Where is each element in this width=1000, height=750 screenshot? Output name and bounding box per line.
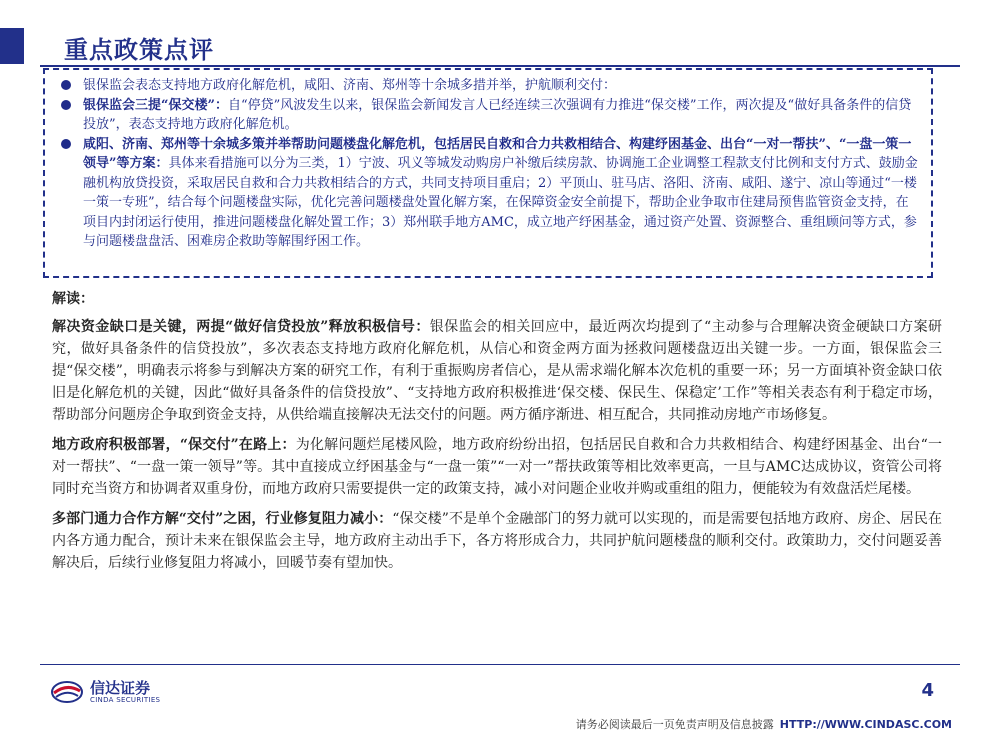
- analysis-section: [52, 288, 942, 582]
- summary-item-text: 具体来看措施可以分为三类，1）宁波、巩义等城发动购房户补缴后续房款、协调施工企业调整工程款支付比例和支付方式、鼓励金融机构放贷投资，采取居民自救和合力共救相结合的方式，共同支持项目重启；2）平顶山、驻马店、洛阳、济南、咸阳、遂宁、凉山等通过“一楼一策一专班”，结合每个问题楼盘实际，优化完善问题楼盘处置化解方案，在保障资金安全前提下，帮助企业争取市住建局预售监管资金支持，在项目内封闭运行使用，推进问题楼盘化解处置工作；3）郑州联手地方AMC，成立地产纾困基金，通过资产处置、资源整合、重组顾问等方式，参与问题楼盘盘活、困难房企救助等解围纾困工作。: [83, 156, 918, 249]
- logo-subtitle: CINDA SECURITIES: [90, 695, 161, 704]
- policy-summary-box: [43, 68, 933, 278]
- bullet-icon: [61, 139, 71, 149]
- title-accent-block: [0, 28, 24, 64]
- page-number: 4: [921, 680, 934, 701]
- page-title: 重点政策点评: [64, 36, 214, 64]
- website-link[interactable]: HTTP://WWW.CINDASC.COM: [779, 718, 952, 731]
- summary-item: [59, 96, 919, 135]
- analysis-paragraph-lead: 解决资金缺口是关键，两提“做好信贷投放”释放积极信号：: [52, 319, 430, 335]
- analysis-heading: 解读：: [52, 291, 94, 307]
- analysis-paragraph: [52, 508, 942, 574]
- summary-item: [59, 76, 919, 96]
- analysis-paragraph-text: “保交楼”不是单个金融部门的努力就可以实现的，而是需要包括地方政府、房企、居民在内各方通力配合，预计未来在银保监会主导，地方政府主动出手下，各方将形成合力，共同护航问题楼盘的顺利交付。政策助力，交付问题妥善解决后，后续行业修复阻力将减小，回暖节奏有望加快。: [52, 511, 943, 571]
- analysis-paragraph: [52, 434, 942, 500]
- summary-item: [59, 135, 919, 252]
- title-divider: [40, 65, 960, 67]
- bullet-icon: [61, 80, 71, 90]
- footer-divider: [40, 664, 960, 665]
- company-logo: [50, 676, 170, 708]
- analysis-paragraph-text: 为化解问题烂尾楼风险，地方政府纷纷出招，包括居民自救和合力共救相结合、构建纾困基金、出台“一对一帮扶”、“一盘一策一领导”等。其中直接成立纾困基金与“一盘一策”“一对一”帮扶政策等相比效率更高，一旦与AMC达成协议，资管公司将同时充当资方和协调者双重身份，而地方政府只需要提供一定的政策支持，减小对问题企业收并购或重组的阻力，便能较为有效盘活烂尾楼。: [52, 437, 943, 497]
- logo-text: [90, 680, 160, 705]
- summary-item-text: 自“停贷”风波发生以来，银保监会新闻发言人已经连续三次强调有力推进“保交楼”工作，两次提及“做好具备条件的信贷投放”，表态支持地方政府化解危机。: [83, 97, 912, 132]
- analysis-paragraph-lead: 多部门通力合作方解“交付”之困，行业修复阻力减小：: [52, 511, 393, 527]
- footer-disclaimer: [576, 716, 952, 732]
- analysis-paragraph-lead: 地方政府积极部署，“保交付”在路上：: [52, 437, 296, 453]
- summary-item-lead: 咸阳、济南、郑州等十余城多策并举帮助问题楼盘化解危机，包括居民自救和合力共救相结合、构建纾困基金、出台“一对一帮扶”、“一盘一策一领导”等方案：: [83, 136, 912, 171]
- summary-item-text: 银保监会表态支持地方政府化解危机，咸阳、济南、郑州等十余城多措并举，护航顺利交付：: [83, 78, 617, 93]
- logo-name: 信达证券: [90, 678, 151, 697]
- analysis-paragraph-text: 银保监会的相关回应中，最近两次均提到了“主动参与合理解决资金硬缺口方案研究，做好具备条件的信贷投放”，多次表态支持地方政府化解危机，从信心和资金两方面为拯救问题楼盘迈出关键一步。一方面，银保监会三提“保交楼”，明确表示将参与到解决方案的研究工作，有利于重振购房者信心，是从需求端化解本次危机的重要一环；另一方面填补资金缺口依旧是化解危机的关键，因此“做好具备条件的信贷投放”、“支持地方政府积极推进‘保交楼、保民生、保稳定’工作”等相关表态有利于稳定市场，帮助部分问题房企争取到资金支持，从供给端直接解决无法交付的问题。两方循序渐进、相互配合，共同推动房地产市场修复。: [52, 319, 942, 423]
- bullet-icon: [61, 100, 71, 110]
- analysis-paragraph: [52, 316, 942, 426]
- summary-item-lead: 银保监会三提“保交楼”：: [83, 97, 228, 113]
- disclaimer-text: 请务必阅读最后一页免责声明及信息披露: [575, 718, 774, 731]
- cinda-logo-icon: [50, 679, 84, 705]
